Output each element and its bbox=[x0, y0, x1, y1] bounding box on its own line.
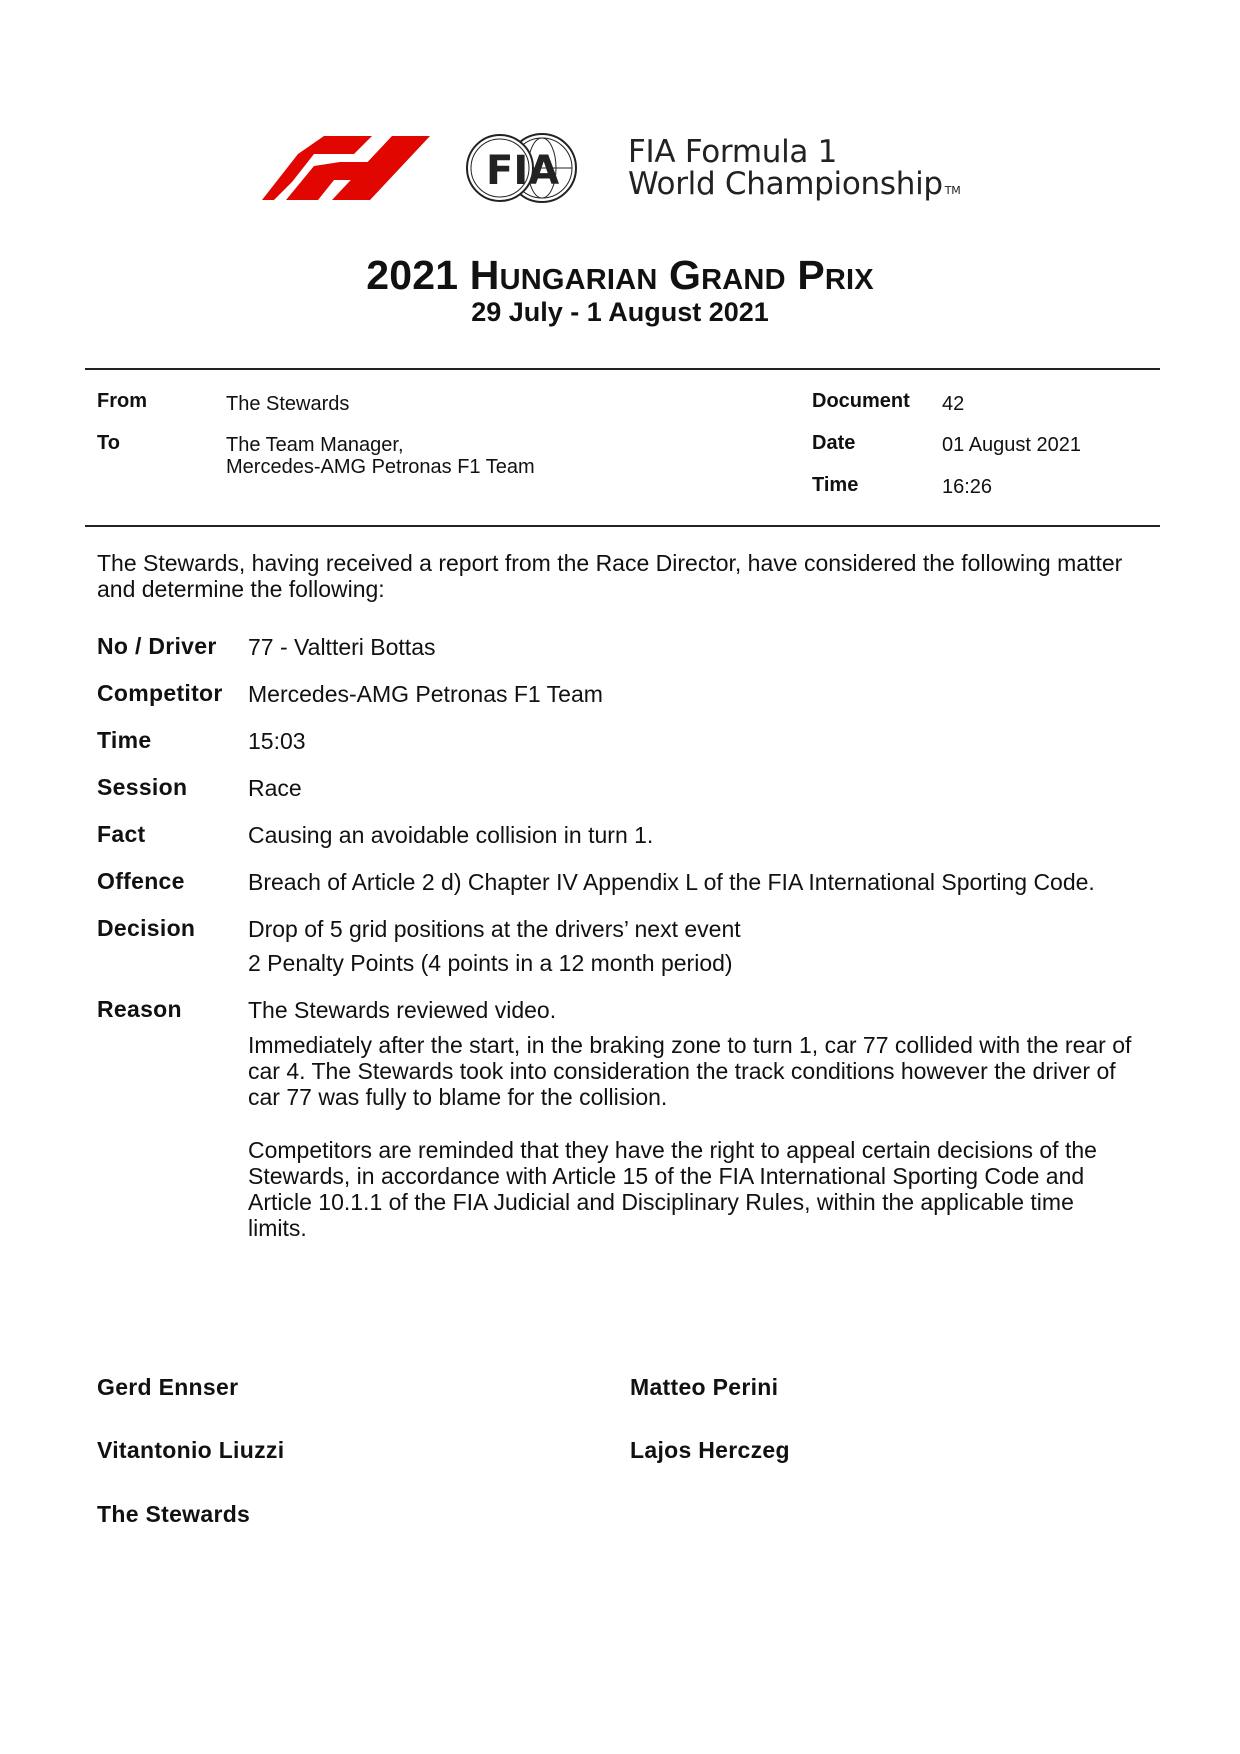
logo-line-1: FIA Formula 1 bbox=[628, 134, 838, 170]
competitor-label: Competitor bbox=[97, 680, 223, 706]
session-label: Session bbox=[97, 774, 188, 800]
logo-line-2: World Championship TM bbox=[628, 166, 961, 202]
steward-name: Lajos Herczeg bbox=[630, 1437, 790, 1463]
to-value-line1: The Team Manager, bbox=[226, 434, 404, 456]
event-dates: 29 July - 1 August 2021 bbox=[471, 297, 769, 327]
event-title: 2021 Hungarian Grand Prix bbox=[366, 252, 874, 298]
steward-name: Matteo Perini bbox=[630, 1374, 779, 1400]
decision-label: Decision bbox=[97, 915, 196, 941]
time-value: 16:26 bbox=[942, 476, 993, 498]
date-label: Date bbox=[812, 432, 856, 454]
intro-text: The Stewards, having received a report from the Race Director, have considered the following matter and determine the following: bbox=[97, 550, 1123, 602]
from-label: From bbox=[97, 390, 147, 412]
offence-label: Offence bbox=[97, 868, 185, 894]
logo-wordmark bbox=[628, 136, 960, 207]
f1-fia-logo bbox=[262, 132, 1022, 212]
to-value-line2: Mercedes-AMG Petronas F1 Team bbox=[226, 456, 535, 478]
appeal-paragraph: Competitors are reminded that they have the right to appeal certain decisions of the Stewards, in accordance with Article 15 of the FIA International Sporting Code and Article 10.1.1 of the FIA Judicial and Disciplinary Rules, within the applicable time limits. bbox=[248, 1137, 1097, 1241]
driver-value: 77 - Valtteri Bottas bbox=[248, 634, 436, 660]
document-value: 42 bbox=[942, 393, 965, 415]
to-label: To bbox=[97, 432, 120, 454]
driver-label: No / Driver bbox=[97, 633, 217, 659]
time-label: Time bbox=[812, 474, 859, 496]
decision-value-line2: 2 Penalty Points (4 points in a 12 month period) bbox=[248, 950, 733, 976]
fact-value: Causing an avoidable collision in turn 1. bbox=[248, 822, 654, 848]
fact-label: Fact bbox=[97, 821, 146, 847]
from-value: The Stewards bbox=[226, 393, 350, 415]
divider-bottom bbox=[85, 525, 1160, 527]
fia-emblem-text: FIA bbox=[486, 148, 560, 194]
fia-emblem-icon bbox=[467, 134, 576, 202]
document-label: Document bbox=[812, 390, 910, 412]
stewards-signoff: The Stewards bbox=[97, 1501, 251, 1527]
incident-time-value: 15:03 bbox=[248, 728, 306, 754]
session-value: Race bbox=[248, 775, 302, 801]
offence-value: Breach of Article 2 d) Chapter IV Appendix L of the FIA International Sporting Code. bbox=[248, 869, 1095, 895]
trademark: TM bbox=[944, 184, 961, 197]
incident-time-label: Time bbox=[97, 727, 152, 753]
f1-logo-icon bbox=[262, 132, 632, 212]
divider-top bbox=[85, 368, 1160, 370]
competitor-value: Mercedes-AMG Petronas F1 Team bbox=[248, 681, 603, 707]
steward-name: Vitantonio Liuzzi bbox=[97, 1437, 285, 1463]
decision-value-line1: Drop of 5 grid positions at the drivers’ next event bbox=[248, 916, 741, 942]
reason-label: Reason bbox=[97, 996, 182, 1022]
date-value: 01 August 2021 bbox=[942, 434, 1082, 456]
reason-paragraph: Immediately after the start, in the braking zone to turn 1, car 77 collided with the rear of car 4. The Stewards took into consideration the track conditions however the driver of car 77 was fully to blame for the collision. bbox=[248, 1032, 1132, 1110]
steward-name: Gerd Ennser bbox=[97, 1374, 239, 1400]
reason-value-line1: The Stewards reviewed video. bbox=[248, 997, 557, 1023]
